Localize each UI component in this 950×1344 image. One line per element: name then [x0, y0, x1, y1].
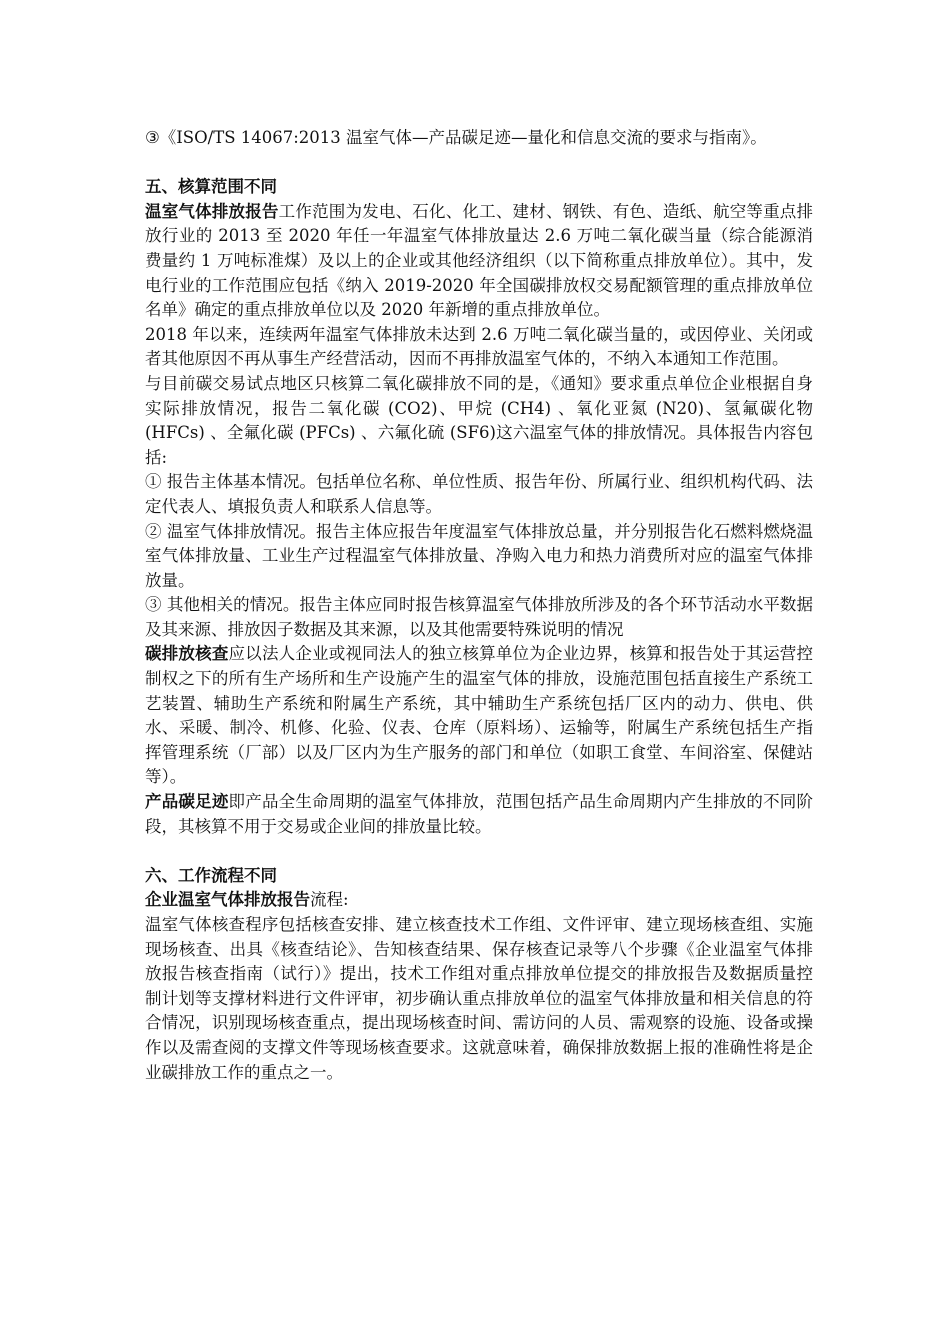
- term-product-footprint: 产品碳足迹: [145, 792, 229, 812]
- iso-reference-line: ③《ISO/TS 14067:2013 温室气体—产品碳足迹—量化和信息交流的要求与指南》。: [145, 128, 767, 147]
- term-ghg-report: 温室气体排放报告: [145, 201, 279, 221]
- document-page: [145, 126, 813, 1085]
- report-item-3: ③ 其他相关的情况。报告主体应同时报告核算温室气体排放所涉及的各个环节活动水平数据及其来源、排放因子数据及其来源，以及其他需要特殊说明的情况: [145, 595, 813, 639]
- term-carbon-verification: 碳排放核查: [145, 644, 229, 664]
- section-5-paragraph-5-text: 即产品全生命周期的温室气体排放，范围包括产品生命周期内产生排放的不同阶段，其核算不用于交易或企业间的排放量比较。: [145, 792, 814, 836]
- report-item-2: ② 温室气体排放情况。报告主体应报告年度温室气体排放总量，并分别报告化石燃料燃烧温室气体排放量、工业生产过程温室气体排放量、净购入电力和热力消费所对应的温室气体排放量。: [145, 521, 813, 590]
- section-6-paragraph-2: 温室气体核查程序包括核查安排、建立核查技术工作组、文件评审、建立现场核查组、实施现场核查、出具《核查结论》、告知核查结果、保存核查记录等八个步骤《企业温室气体排放报告核查指南（试行）》提出，技术工作组对重点排放单位提交的排放报告及数据质量控制计划等支撑材料进行文件评审，初步确认重点排放单位的温室气体排放量和相关信息的符合情况，识别现场核查重点，提出现场核查时间、需访问的人员、需观察的设施、设备或操作以及需查阅的支撑文件等现场核查要求。这就意味着，确保排放数据上报的准确性将是企业碳排放工作的重点之一。: [145, 915, 813, 1082]
- section-5-paragraph-3: 与目前碳交易试点地区只核算二氧化碳排放不同的是，《通知》要求重点单位企业根据自身实际排放情况，报告二氧化碳 (CO2)、甲烷 (CH4) 、氧化亚氮 (N20)、氢氟碳化物 (HFCs) 、全氟化碳 (PFCs) 、六氟化硫 (SF6)这六温室气体的排放情况。具体报告内容包括:: [145, 373, 813, 467]
- section-5-paragraph-2: 2018 年以来，连续两年温室气体排放未达到 2.6 万吨二氧化碳当量的，或因停业、关闭或者其他原因不再从事生产经营活动，因而不再排放温室气体的，不纳入本通知工作范围。: [145, 324, 813, 369]
- section-6-heading: 六、工作流程不同: [145, 865, 277, 885]
- section-5-paragraph-4-text: 应以法人企业或视同法人的独立核算单位为企业边界，核算和报告处于其运营控制权之下的所有生产场所和生产设施产生的温室气体的排放，设施范围包括直接生产系统工艺装置、辅助生产系统和附属生产系统，其中辅助生产系统包括厂区内的动力、供电、供水、采暖、制冷、机修、化验、仪表、仓库（原料场）、运输等，附属生产系统包括生产指挥管理系统（厂部）以及厂区内为生产服务的部门和单位（如职工食堂、车间浴室、保健站等）。: [145, 644, 814, 787]
- report-item-1: ① 报告主体基本情况。包括单位名称、单位性质、报告年份、所属行业、组织机构代码、法定代表人、填报负责人和联系人信息等。: [145, 472, 813, 516]
- section-5-paragraph-1: [145, 200, 813, 323]
- section-5-heading: 五、核算范围不同: [145, 177, 277, 197]
- section-5-paragraph-1-text: 工作范围为发电、石化、化工、建材、钢铁、有色、造纸、航空等重点排放行业的 2013 至 2020 年任一年温室气体排放量达 2.6 万吨二氧化碳当量（综合能源消费量约 1 万吨标准煤）及以上的企业或其他经济组织（以下简称重点排放单位）。其中，发电行业的工作范围应包括《纳入 2019-2020 年全国碳排放权交易配额管理的重点排放单位名单》确定的重点排放单位以及 2020 年新增的重点排放单位。: [145, 201, 814, 320]
- section-6-paragraph-1: [145, 888, 813, 913]
- section-6-paragraph-1-text: 流程:: [310, 890, 349, 910]
- section-5-paragraph-4: [145, 642, 813, 790]
- term-enterprise-ghg-report: 企业温室气体排放报告: [145, 890, 310, 910]
- section-5-paragraph-5: [145, 790, 813, 839]
